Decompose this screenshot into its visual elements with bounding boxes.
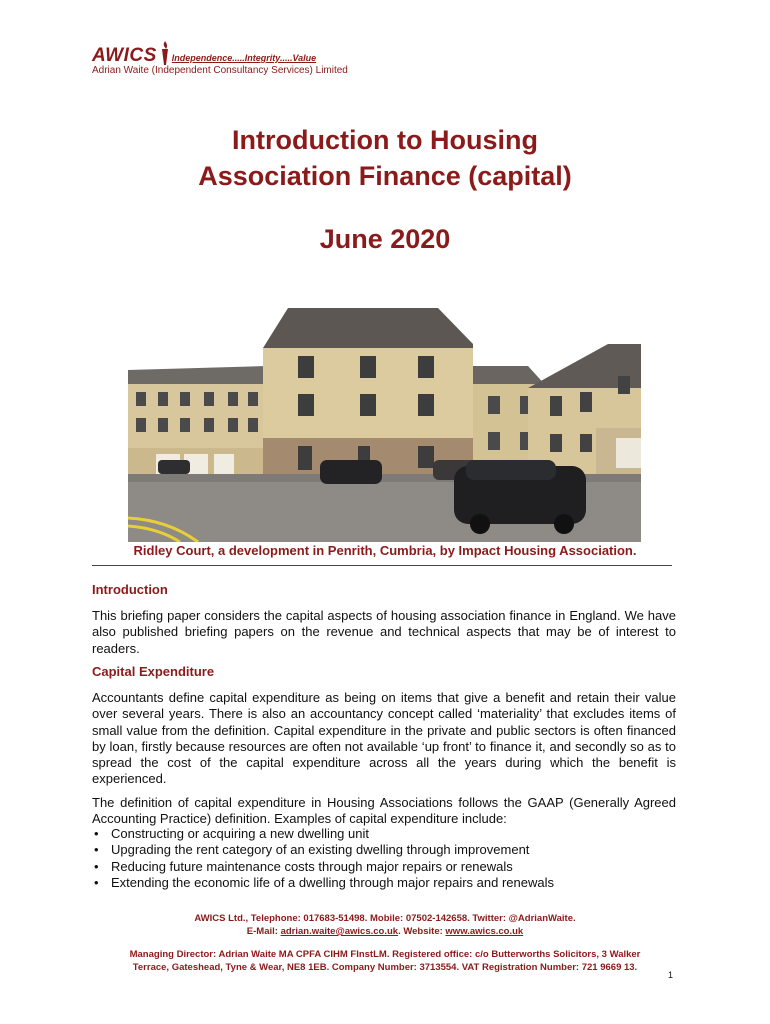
- title-line-2: Association Finance (capital): [198, 161, 572, 191]
- list-item: • Extending the economic life of a dwelling through major repairs and renewals: [92, 875, 676, 891]
- introduction-paragraph: This briefing paper considers the capital aspects of housing association finance in England. We have also published briefing papers on the revenue and technical aspects that may be of interest to readers.: [92, 608, 676, 656]
- footer-contact: [0, 912, 770, 938]
- page-title: [0, 122, 770, 194]
- list-item: • Reducing future maintenance costs through major repairs or renewals: [92, 859, 676, 875]
- footer-registration-line-1: Managing Director: Adrian Waite MA CPFA CIHM FInstLM. Registered office: c/o Butterworths Solicitors, 3 Walker: [129, 949, 641, 960]
- list-item: • Upgrading the rent category of an existing dwelling through improvement: [92, 842, 676, 858]
- title-line-1: Introduction to Housing: [232, 125, 538, 155]
- logo-text: AWICS: [92, 45, 157, 66]
- list-item: • Constructing or acquiring a new dwelling unit: [92, 826, 676, 842]
- heading-capital-expenditure: Capital Expenditure: [92, 664, 215, 679]
- tagline: Independence.....Integrity.....Value: [171, 53, 317, 63]
- footer-web-line: [0, 925, 770, 938]
- email-link[interactable]: adrian.waite@awics.co.uk: [280, 926, 399, 937]
- capital-expenditure-list: [92, 826, 676, 892]
- torch-icon: [160, 40, 170, 66]
- website-label: . Website:: [398, 926, 446, 937]
- footer-phone-line: AWICS Ltd., Telephone: 017683-51498. Mobile: 07502-142658. Twitter: @AdrianWaite.: [194, 913, 576, 924]
- website-link[interactable]: www.awics.co.uk: [445, 926, 524, 937]
- company-name: Adrian Waite (Independent Consultancy Services) Limited: [92, 65, 348, 76]
- footer-registration-line-2: Terrace, Gateshead, Tyne & Wear, NE8 1EB. Company Number: 3713554. VAT Registration Number: 721 9669 13.: [132, 962, 638, 973]
- page-number: 1: [668, 970, 674, 980]
- divider: [92, 565, 672, 566]
- logo: [92, 38, 316, 66]
- document-date: June 2020: [319, 224, 451, 254]
- cover-photo: [128, 288, 641, 542]
- email-label: E-Mail:: [246, 926, 281, 937]
- capital-expenditure-paragraph-1: Accountants define capital expenditure as being on items that give a benefit and retain their value over several years. There is also an accountancy concept called ‘materiality’ that excludes items of small value from the definition. Capital expenditure in the private and public sectors is often financed by loan, firstly because resources are often not available ‘up front’ to finance it, and secondly so as to spread the cost of the capital expenditure across all the years during which the benefit is experienced.: [92, 690, 676, 787]
- footer-registration: [0, 948, 770, 974]
- capital-expenditure-paragraph-2: The definition of capital expenditure in Housing Associations follows the GAAP (Generally Agreed Accounting Practice) definition. Examples of capital expenditure include:: [92, 795, 676, 827]
- heading-introduction: Introduction: [92, 582, 168, 597]
- photo-caption: Ridley Court, a development in Penrith, Cumbria, by Impact Housing Association.: [133, 543, 637, 558]
